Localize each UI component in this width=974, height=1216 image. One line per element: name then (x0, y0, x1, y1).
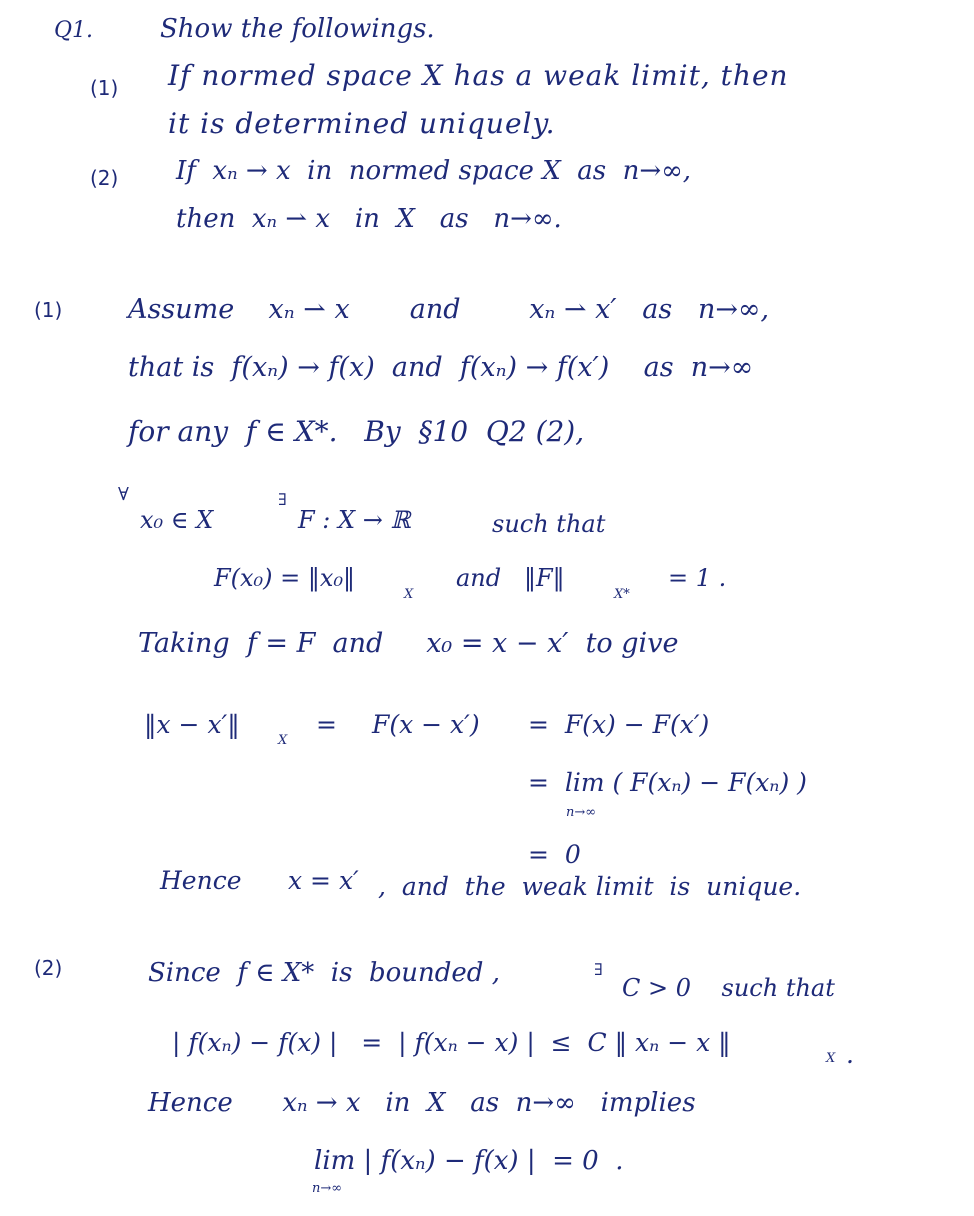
answer-2-exists-symbol: ∃ (594, 960, 603, 979)
answer-1-F-norm-subscript: X* (614, 587, 630, 602)
answer-1-equals-one: = 1 . (668, 564, 727, 592)
answer-1-such-that: such that (492, 510, 606, 538)
answer-2-since: Since f ∈ X* is bounded , (148, 958, 500, 988)
answer-1-norm-subscript: X (404, 587, 414, 602)
answer-1-line-for-any: for any f ∈ X*. By §10 Q2 (2), (128, 415, 585, 448)
answer-1-conclusion-text: , and the weak limit is unique. (378, 872, 802, 901)
answer-1-number: (1) (34, 298, 63, 322)
question-item-2-number: (2) (90, 166, 119, 190)
question-item-2-line1: If xₙ → x in normed space X as n→∞, (176, 156, 692, 186)
answer-2-number: (2) (34, 956, 63, 980)
answer-1-F-norm: and ‖F‖ (456, 564, 565, 592)
answer-1-limit-subscript: n→∞ (566, 805, 597, 820)
answer-1-zero-step: = 0 (528, 840, 581, 869)
answer-2-limit-subscript: n→∞ (312, 1181, 343, 1196)
answer-1-functional-F: F : X → ℝ (298, 506, 411, 534)
forall-symbol: ∀ (118, 484, 129, 505)
answer-2-inequality-period: . (846, 1040, 854, 1069)
answer-1-eq-sign: = (316, 710, 337, 739)
question-item-1-number: (1) (90, 76, 119, 100)
answer-1-conclusion-eq: x = x′ (288, 866, 359, 895)
answer-1-taking: Taking f = F and x₀ = x − x′ to give (138, 628, 679, 659)
answer-1-norm-difference-subscript: X (278, 733, 288, 748)
answer-2-limit-conclusion: lim | f(xₙ) − f(x) | = 0 . (314, 1146, 624, 1176)
question-item-2-line2: then xₙ ⇀ x in X as n→∞. (176, 204, 562, 234)
answer-2-inequality-subscript: X (826, 1051, 836, 1066)
answer-1-F-of-difference: F(x − x′) (372, 710, 480, 739)
answer-1-limit-step: = lim ( F(xₙ) − F(xₙ) ) (528, 768, 807, 797)
exists-symbol: ∃ (278, 490, 287, 509)
answer-1-norm-identity: F(x₀) = ‖x₀‖ (214, 564, 356, 592)
question-item-1-line2: it is determined uniquely. (168, 107, 556, 140)
answer-1-linearity-step: = F(x) − F(x′) (528, 710, 710, 739)
answer-2-inequality: | f(xₙ) − f(x) | = | f(xₙ − x) | ≤ C ‖ xₙ − x ‖ (172, 1028, 731, 1057)
answer-1-hence: Hence (160, 866, 242, 895)
answer-1-norm-difference: ‖x − x′‖ (144, 710, 240, 739)
answer-1-line-assume: Assume xₙ ⇀ x and xₙ ⇀ x′ as n→∞, (128, 294, 770, 325)
question-intro: Show the followings. (160, 14, 435, 44)
question-label: Q1. (54, 18, 94, 43)
question-item-1-line1: If normed space X has a weak limit, then (168, 59, 789, 92)
answer-1-x0-in-x: x₀ ∈ X (140, 506, 214, 534)
answer-2-hence-implies: Hence xₙ → x in X as n→∞ implies (148, 1088, 696, 1118)
answer-1-line-that-is: that is f(xₙ) → f(x) and f(xₙ) → f(x′) as n→∞ (128, 352, 754, 383)
answer-2-constant: C > 0 such that (622, 974, 835, 1002)
